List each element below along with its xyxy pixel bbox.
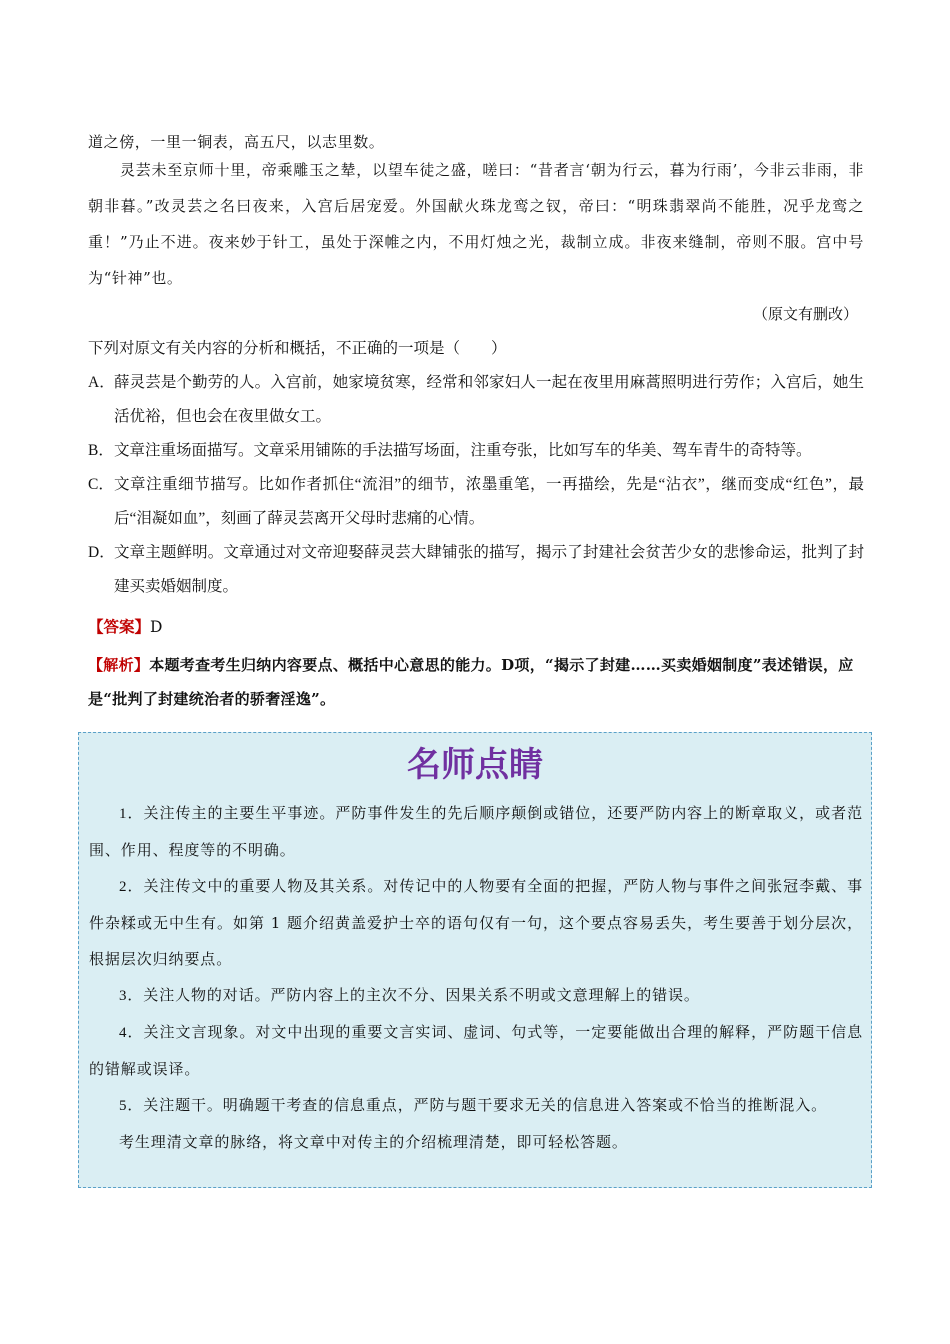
tip-number: 3 — [119, 988, 128, 1004]
analysis-label: 【解析】 — [88, 656, 150, 674]
tip-number: 5 — [119, 1098, 128, 1114]
option-d — [88, 536, 864, 604]
option-text: 文章注重场面描写。文章采用铺陈的手法描写场面，注重夸张，比如写车的华美、驾车青牛的奇特等。 — [114, 442, 812, 459]
answer-value: D — [150, 618, 163, 636]
source-note: （原文有删改） — [752, 305, 858, 323]
option-b — [88, 434, 864, 468]
tip-number: 4 — [119, 1025, 128, 1041]
tip-text: ．关注人物的对话。严防内容上的主次不分、因果关系不明或文意理解上的错误。 — [127, 986, 700, 1004]
option-a — [88, 366, 864, 434]
option-letter: B． — [88, 442, 114, 459]
passage-paragraph: 灵芸未至京师十里，帝乘雕玉之辇，以望车徒之盛，嗟曰：“昔者言‘朝为行云，暮为行雨’，今非云非雨，非朝非暮。”改灵芸之名曰夜来，入宫后居宠爱。外国献火珠龙鸾之钗，帝曰：“明珠翡翠尚不能胜，况乎龙鸾之重！”乃止不进。夜来妙于针工，虽处于深帷之内，不用灯烛之光，裁制立成。非夜来缝制，帝则不服。宫中号为“针神”也。 — [88, 161, 864, 287]
answer-line — [88, 614, 864, 640]
tip-item — [89, 1087, 863, 1124]
tips-list — [89, 795, 863, 1160]
tip-text: ．关注文言现象。对文中出现的重要文言实词、虚词、句式等，一定要能做出合理的解释，严防题干信息的错解或误译。 — [89, 1023, 863, 1078]
option-text: 文章主题鲜明。文章通过对文帝迎娶薛灵芸大肆铺张的描写，揭示了封建社会贫苦少女的悲惨命运，批判了封建买卖婚姻制度。 — [114, 544, 864, 595]
tip-item — [89, 868, 863, 977]
option-letter: D． — [88, 544, 115, 561]
tip-item — [89, 795, 863, 868]
passage-line: 道之傍，一里一铜表，高五尺，以志里数。 — [88, 133, 385, 151]
tip-number: 2 — [119, 879, 128, 895]
option-letter: A． — [88, 374, 115, 391]
tips-title: 名师点睛 — [407, 745, 543, 785]
option-c — [88, 468, 864, 536]
option-letter: C． — [88, 476, 114, 493]
tip-text: ．关注题干。明确题干考查的信息重点，严防与题干要求无关的信息进入答案或不恰当的推断混入。 — [127, 1096, 828, 1114]
tip-item — [89, 977, 863, 1014]
tip-text: ．关注传主的主要生平事迹。严防事件发生的先后顺序颠倒或错位，还要严防内容上的断章取义，或者范围、作用、程度等的不明确。 — [89, 804, 863, 859]
analysis-block — [88, 648, 864, 716]
tip-number: 1 — [119, 806, 128, 822]
answer-label: 【答案】 — [88, 617, 151, 636]
analysis-text: 本题考查考生归纳内容要点、概括中心意思的能力。D项，“揭示了封建……买卖婚姻制度”表述错误，应是“批判了封建统治者的骄奢淫逸”。 — [88, 656, 854, 708]
answer-options — [88, 366, 864, 604]
option-text: 文章注重细节描写。比如作者抓住“流泪”的细节，浓墨重笔，一再描绘，先是“沾衣”，继而变成“红色”，最后“泪凝如血”，刻画了薛灵芸离开父母时悲痛的心情。 — [114, 476, 864, 527]
option-text: 薛灵芸是个勤劳的人。入宫前，她家境贫寒，经常和邻家妇人一起在夜里用麻蒿照明进行劳作；入宫后，她生活优裕，但也会在夜里做女工。 — [114, 374, 864, 425]
tips-closing: 考生理清文章的脉络，将文章中对传主的介绍梳理清楚，即可轻松答题。 — [119, 1133, 628, 1151]
question-stem: 下列对原文有关内容的分析和概括，不正确的一项是（ ） — [88, 340, 507, 357]
tip-text: ．关注传文中的重要人物及其关系。对传记中的人物要有全面的把握，严防人物与事件之间张冠李戴、事件杂糅或无中生有。如第 1 题介绍黄盖爱护士卒的语句仅有一句，这个要点容易丢失，考生要善于划分层次，根据层次归纳要点。 — [89, 877, 863, 968]
tip-item — [89, 1014, 863, 1087]
tips-box — [78, 732, 872, 1188]
